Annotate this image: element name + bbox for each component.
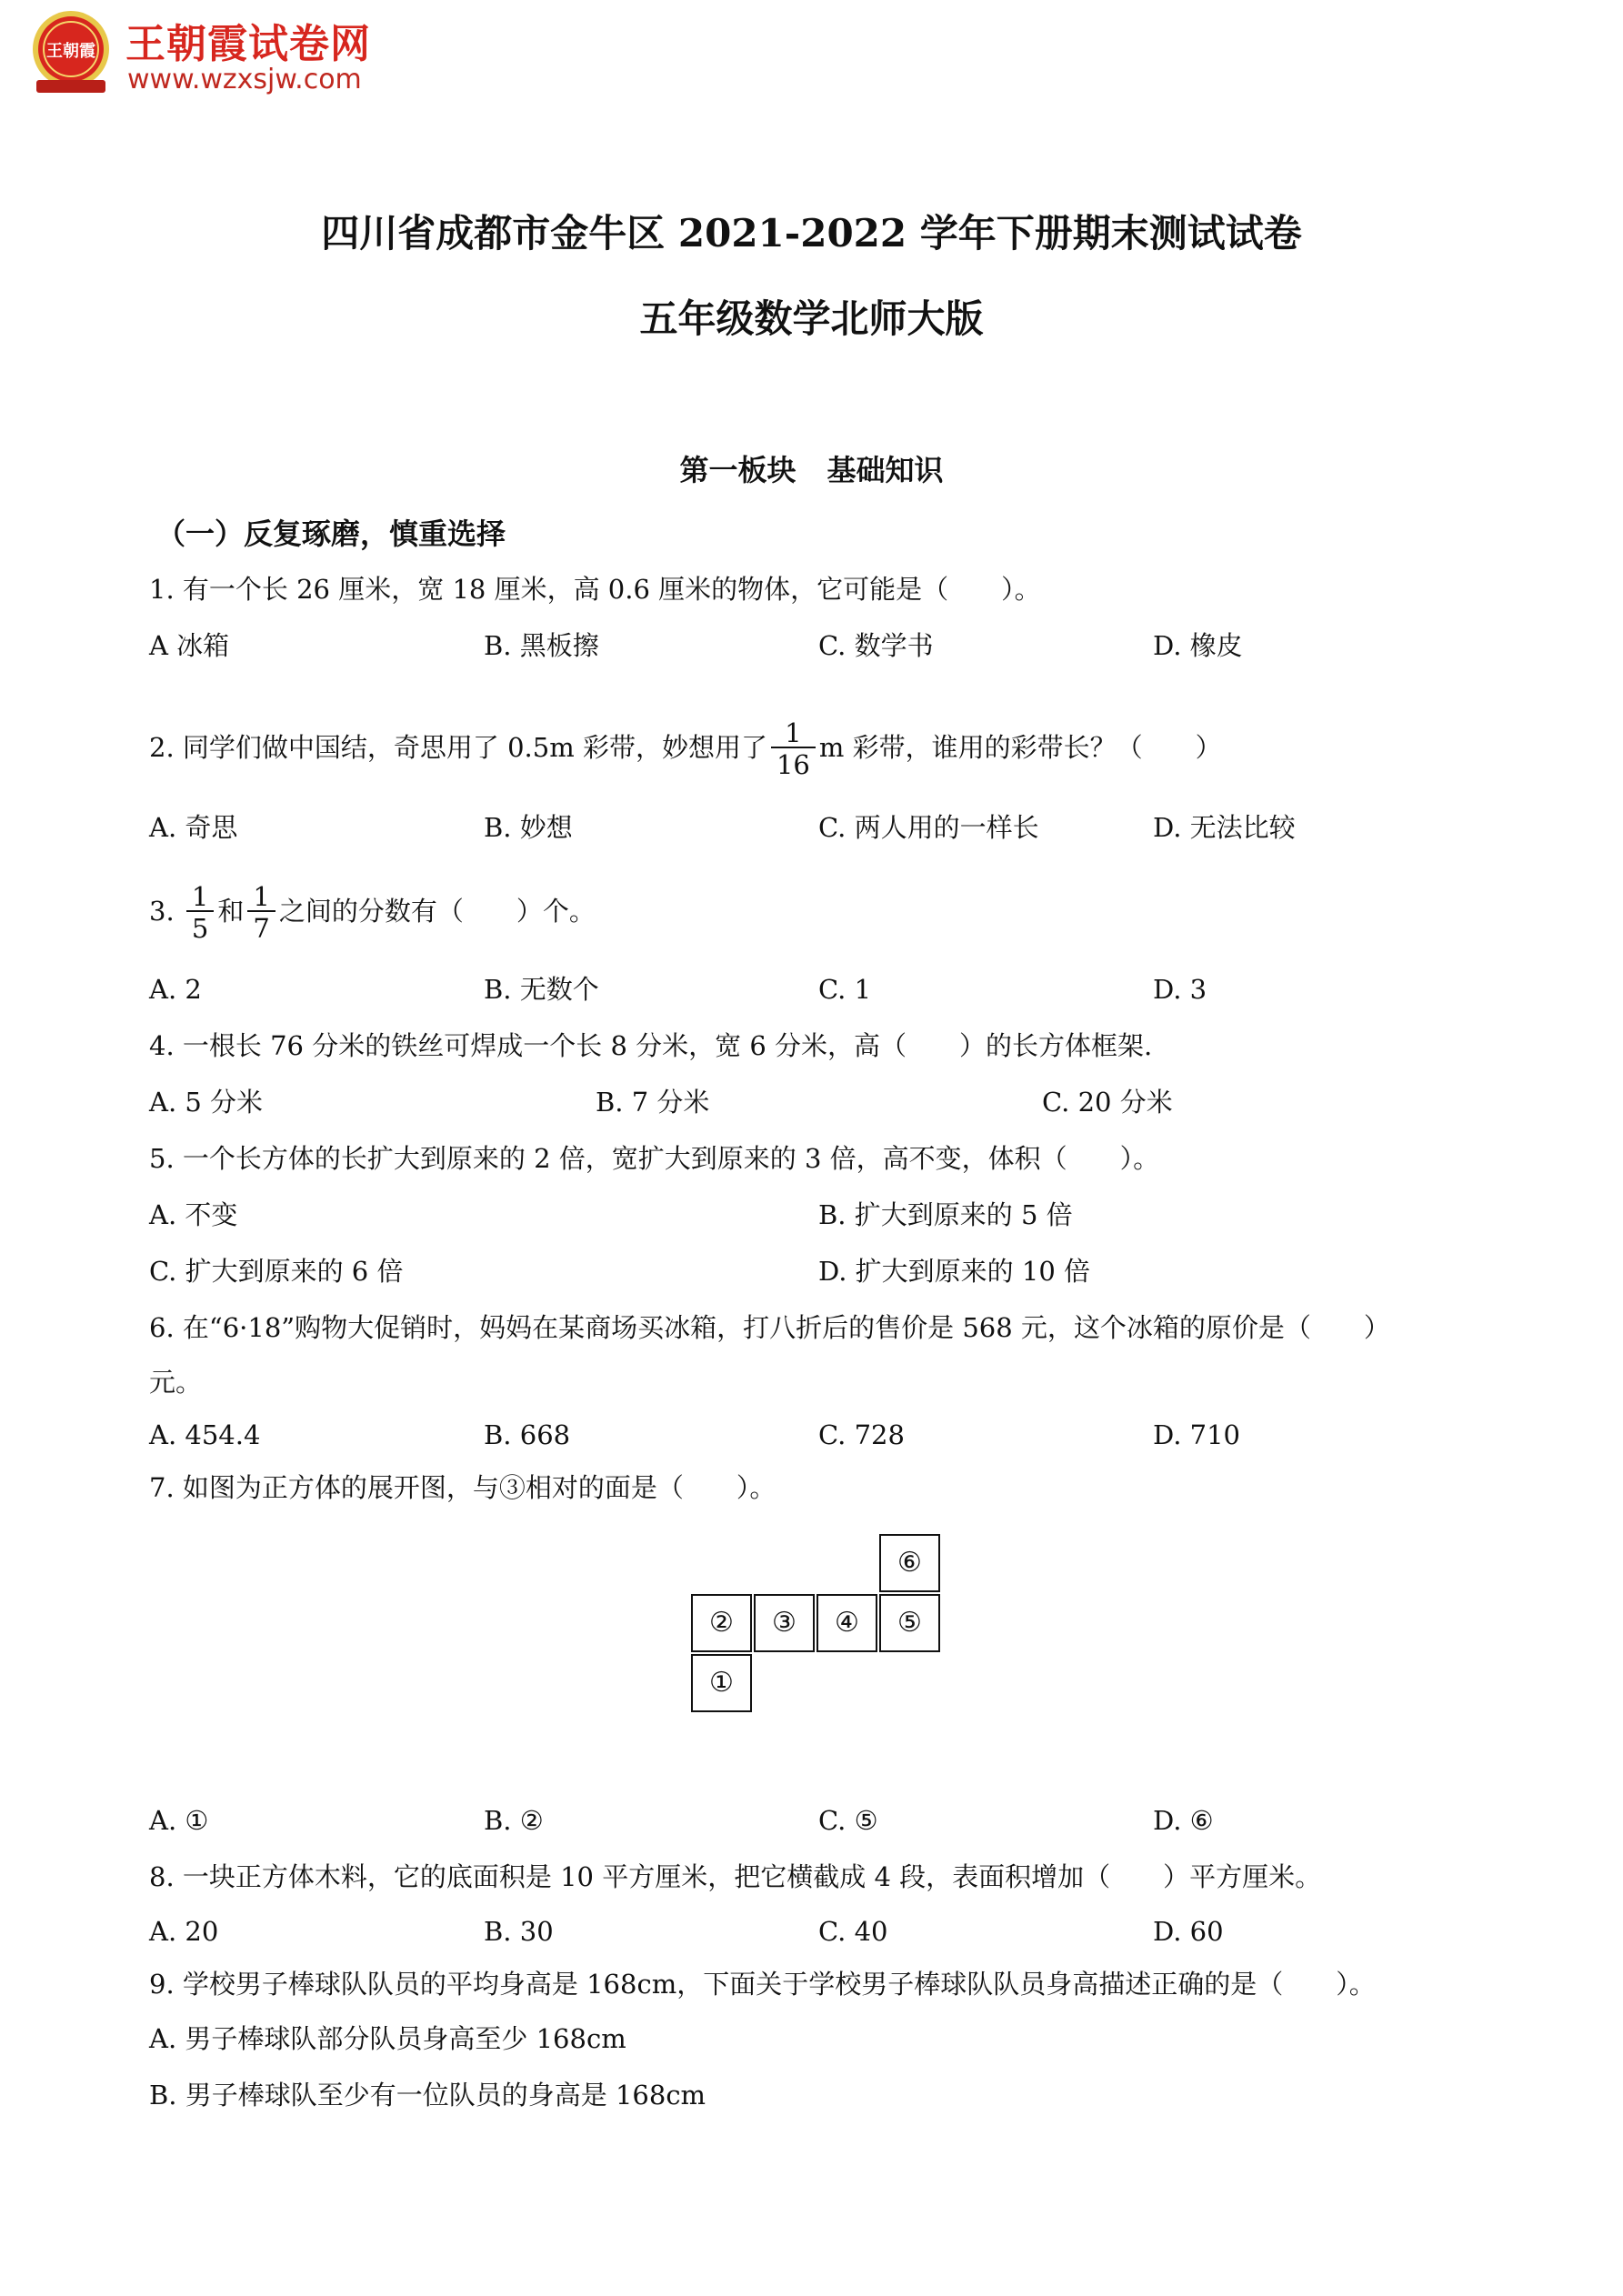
q3-option-d: D. 3 [1153,974,1207,1005]
svg-text:王朝霞: 王朝霞 [46,42,95,61]
q4-option-b: B. 7 分米 [596,1087,710,1118]
q3-suffix: 之间的分数有（ ）个。 [278,896,596,927]
q4-option-a: A. 5 分米 [149,1087,264,1118]
section-part: 第一板块 [679,453,796,487]
question-6-line-2: 元。 [149,1367,203,1398]
q3-option-b: B. 无数个 [484,974,599,1005]
q5-option-d: D. 扩大到原来的 10 倍 [818,1256,1090,1287]
q3-option-a: A. 2 [149,974,202,1005]
q8-option-a: A. 20 [149,1916,219,1947]
q6-option-d: D. 710 [1153,1419,1241,1450]
q7-option-d: D. ⑥ [1153,1805,1214,1836]
q2-option-d: D. 无法比较 [1153,812,1296,843]
q1-option-c: C. 数学书 [818,630,934,661]
q7-option-b: B. ② [484,1805,544,1836]
q2-fraction [771,717,816,780]
q3-prefix: 3. [149,896,175,927]
brand-url: www.wzxsjw.com [127,64,362,95]
q2-frac-numerator: 1 [771,720,816,748]
q3-frac1-numerator: 1 [186,884,214,912]
q1-option-b: B. 黑板擦 [484,630,599,661]
seal-icon [25,7,116,98]
q4-option-c: C. 20 分米 [1042,1087,1173,1118]
q7-option-a: A. ① [149,1805,209,1836]
net-face-5: ⑤ [879,1594,940,1652]
net-face-3: ③ [754,1594,815,1652]
question-2 [149,711,1222,784]
q5-option-a: A. 不变 [149,1199,238,1230]
q2-stem-after: m 彩带，谁用的彩带长？（ ） [818,732,1222,763]
section-name: 基础知识 [827,453,944,487]
q6-option-a: A. 454.4 [149,1419,261,1450]
brand-name: 王朝霞试卷网 [125,21,371,67]
q1-option-d: D. 橡皮 [1153,630,1243,661]
question-6-line-1: 6. 在“6·18”购物大促销时，妈妈在某商场买冰箱，打八折后的售价是 568 元，这个冰箱的原价是（ ） [149,1312,1390,1343]
net-face-2: ② [691,1594,752,1652]
q1-option-a: A 冰箱 [149,630,230,661]
q3-fraction-1 [186,881,214,944]
question-7: 7. 如图为正方体的展开图，与③相对的面是（ ）。 [149,1472,776,1503]
section-heading [0,447,1623,489]
net-face-1: ① [691,1654,752,1712]
net-face-4: ④ [817,1594,877,1652]
question-4: 4. 一根长 76 分米的铁丝可焊成一个长 8 分米，宽 6 分米，高（ ）的长方体框架. [149,1030,1153,1061]
q3-mid: 和 [217,896,245,927]
q8-option-d: D. 60 [1153,1916,1224,1947]
q9-option-b: B. 男子棒球队至少有一位队员的身高是 168cm [149,2080,706,2111]
exam-title: 四川省成都市金牛区 2021-2022 学年下册期末测试试卷 [321,211,1302,256]
q9-option-a: A. 男子棒球队部分队员身高至少 168cm [149,2023,626,2054]
q3-frac2-numerator: 1 [247,884,275,912]
q6-option-c: C. 728 [818,1419,905,1450]
q2-option-b: B. 妙想 [484,812,573,843]
q2-option-a: A. 奇思 [149,812,238,843]
q3-option-c: C. 1 [818,974,872,1005]
q5-option-c: C. 扩大到原来的 6 倍 [149,1256,404,1287]
subsection-heading: （一）反复琢磨，慎重选择 [156,516,506,551]
q3-fraction-2 [247,881,275,944]
q8-option-b: B. 30 [484,1916,554,1947]
exam-subtitle: 五年级数学北师大版 [639,296,984,341]
question-1: 1. 有一个长 26 厘米，宽 18 厘米，高 0.6 厘米的物体，它可能是（ ）。 [149,574,1041,605]
question-8: 8. 一块正方体木料，它的底面积是 10 平方厘米，把它横截成 4 段，表面积增加（ ）平方厘米。 [149,1861,1322,1892]
q2-option-c: C. 两人用的一样长 [818,812,1039,843]
question-5: 5. 一个长方体的长扩大到原来的 2 倍，宽扩大到原来的 3 倍，高不变，体积（ ）。 [149,1143,1160,1174]
q2-stem-before: 2. 同学们做中国结，奇思用了 0.5m 彩带，妙想用了 [149,732,767,763]
q7-option-c: C. ⑤ [818,1805,878,1836]
q5-option-b: B. 扩大到原来的 5 倍 [818,1199,1073,1230]
net-face-6: ⑥ [879,1534,940,1592]
cube-net-figure [691,1534,946,1725]
q8-option-c: C. 40 [818,1916,888,1947]
q6-option-b: B. 668 [484,1419,571,1450]
q2-frac-denominator: 16 [776,749,810,780]
q3-frac1-denominator: 5 [191,913,209,944]
q3-frac2-denominator: 7 [253,913,270,944]
watermark-logo [25,7,435,107]
question-9: 9. 学校男子棒球队队员的平均身高是 168cm，下面关于学校男子棒球队队员身高描述正确的是（ ）。 [149,1969,1376,2000]
question-3 [149,873,596,949]
